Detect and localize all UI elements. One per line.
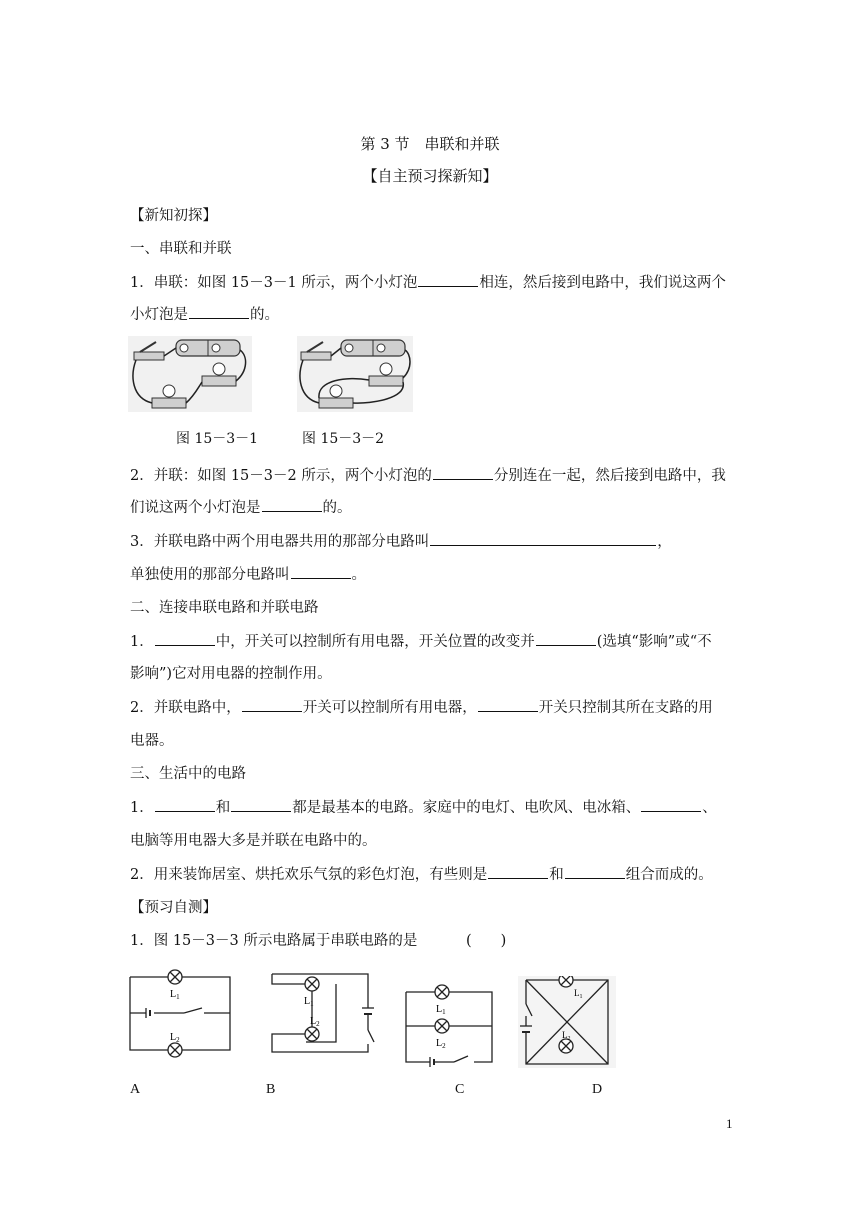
- lamp-label-l2: $L_2$: [436, 1038, 446, 1050]
- circuit-a: [128, 964, 232, 1064]
- lamp-label-l1: $L_1$: [574, 988, 583, 1000]
- question-3-1-cont: 电脑等用电器大多是并联在电路中的。: [130, 833, 377, 849]
- figure-caption-2: 图 15－3－2: [302, 431, 385, 447]
- answer-blank[interactable]: [536, 631, 596, 646]
- answer-blank[interactable]: [155, 797, 215, 812]
- answer-blank[interactable]: [418, 272, 478, 287]
- question-2-1: 1． 中，开关可以控制所有用电器，开关位置的改变并 (选填“影响”或“不: [130, 630, 712, 651]
- answer-blank[interactable]: [155, 631, 215, 646]
- circuit-b: [266, 964, 378, 1060]
- lamp-label-l2: $L_2$: [170, 1032, 180, 1044]
- option-a-label[interactable]: A: [130, 1082, 141, 1097]
- option-c-label[interactable]: C: [455, 1082, 465, 1097]
- lamp-label-l1: $L_1$: [304, 996, 314, 1008]
- circuit-d: [518, 976, 616, 1068]
- answer-blank[interactable]: [242, 697, 302, 712]
- lamp-label-l1: $L_1$: [436, 1004, 446, 1016]
- answer-blank[interactable]: [565, 864, 625, 879]
- question-self-test-1: 1．图 15－3－3 所示电路属于串联电路的是: [130, 933, 418, 949]
- answer-blank[interactable]: [231, 797, 291, 812]
- page-number: 1: [726, 1116, 733, 1131]
- question-1-1: 1．串联：如图 15－3－1 所示，两个小灯泡 相连，然后接到电路中，我们说这两个: [130, 271, 726, 292]
- question-1-2: 2．并联：如图 15－3－2 所示，两个小灯泡的 分别连在一起，然后接到电路中，我: [130, 464, 726, 485]
- heading-part3: 三、生活中的电路: [130, 766, 246, 782]
- question-3-1: 1． 和 都是最基本的电路。家庭中的电灯、电吹风、电冰箱、 、: [130, 796, 717, 817]
- lamp-label-l2: $L_2$: [562, 1030, 571, 1042]
- section-subtitle: 【自主预习探新知】: [362, 167, 498, 185]
- answer-blank[interactable]: [641, 797, 701, 812]
- question-1-1-cont: 小灯泡是 的。: [130, 303, 279, 324]
- answer-blank[interactable]: [430, 531, 656, 546]
- question-3-2: 2．用来装饰居室、烘托欢乐气氛的彩色灯泡，有些则是 和 组合而成的。: [130, 863, 713, 884]
- answer-bracket[interactable]: ( ): [466, 933, 507, 949]
- answer-blank[interactable]: [488, 864, 548, 879]
- heading-part1: 一、串联和并联: [130, 241, 232, 257]
- question-1-2-cont: 们说这两个小灯泡是 的。: [130, 496, 352, 517]
- page-title: 第 3 节 串联和并联: [360, 135, 500, 153]
- figure-15-3-1: [128, 336, 252, 412]
- heading-new-knowledge: 【新知初探】: [130, 208, 217, 224]
- answer-blank[interactable]: [433, 465, 493, 480]
- circuit-c: [404, 984, 496, 1068]
- lamp-label-l1: $L_1$: [170, 989, 180, 1001]
- question-2-2: 2．并联电路中， 开关可以控制所有用电器， 开关只控制其所在支路的用: [130, 696, 713, 717]
- answer-blank[interactable]: [262, 497, 322, 512]
- option-b-label[interactable]: B: [266, 1082, 276, 1097]
- figure-15-3-2: [297, 336, 413, 412]
- option-d-label[interactable]: D: [592, 1082, 603, 1097]
- figure-caption-1: 图 15－3－1: [176, 431, 259, 447]
- answer-blank[interactable]: [189, 304, 249, 319]
- question-2-2-cont: 电器。: [130, 733, 174, 749]
- heading-part2: 二、连接串联电路和并联电路: [130, 600, 319, 616]
- question-2-1-cont: 影响”)它对用电器的控制作用。: [130, 666, 332, 682]
- lamp-label-l2: $L_2$: [310, 1016, 320, 1028]
- question-1-3: 3．并联电路中两个用电器共用的那部分电路叫 ，: [130, 530, 672, 551]
- answer-blank[interactable]: [291, 564, 351, 579]
- heading-self-test: 【预习自测】: [130, 900, 217, 916]
- question-1-3-cont: 单独使用的那部分电路叫 。: [130, 563, 366, 584]
- answer-blank[interactable]: [478, 697, 538, 712]
